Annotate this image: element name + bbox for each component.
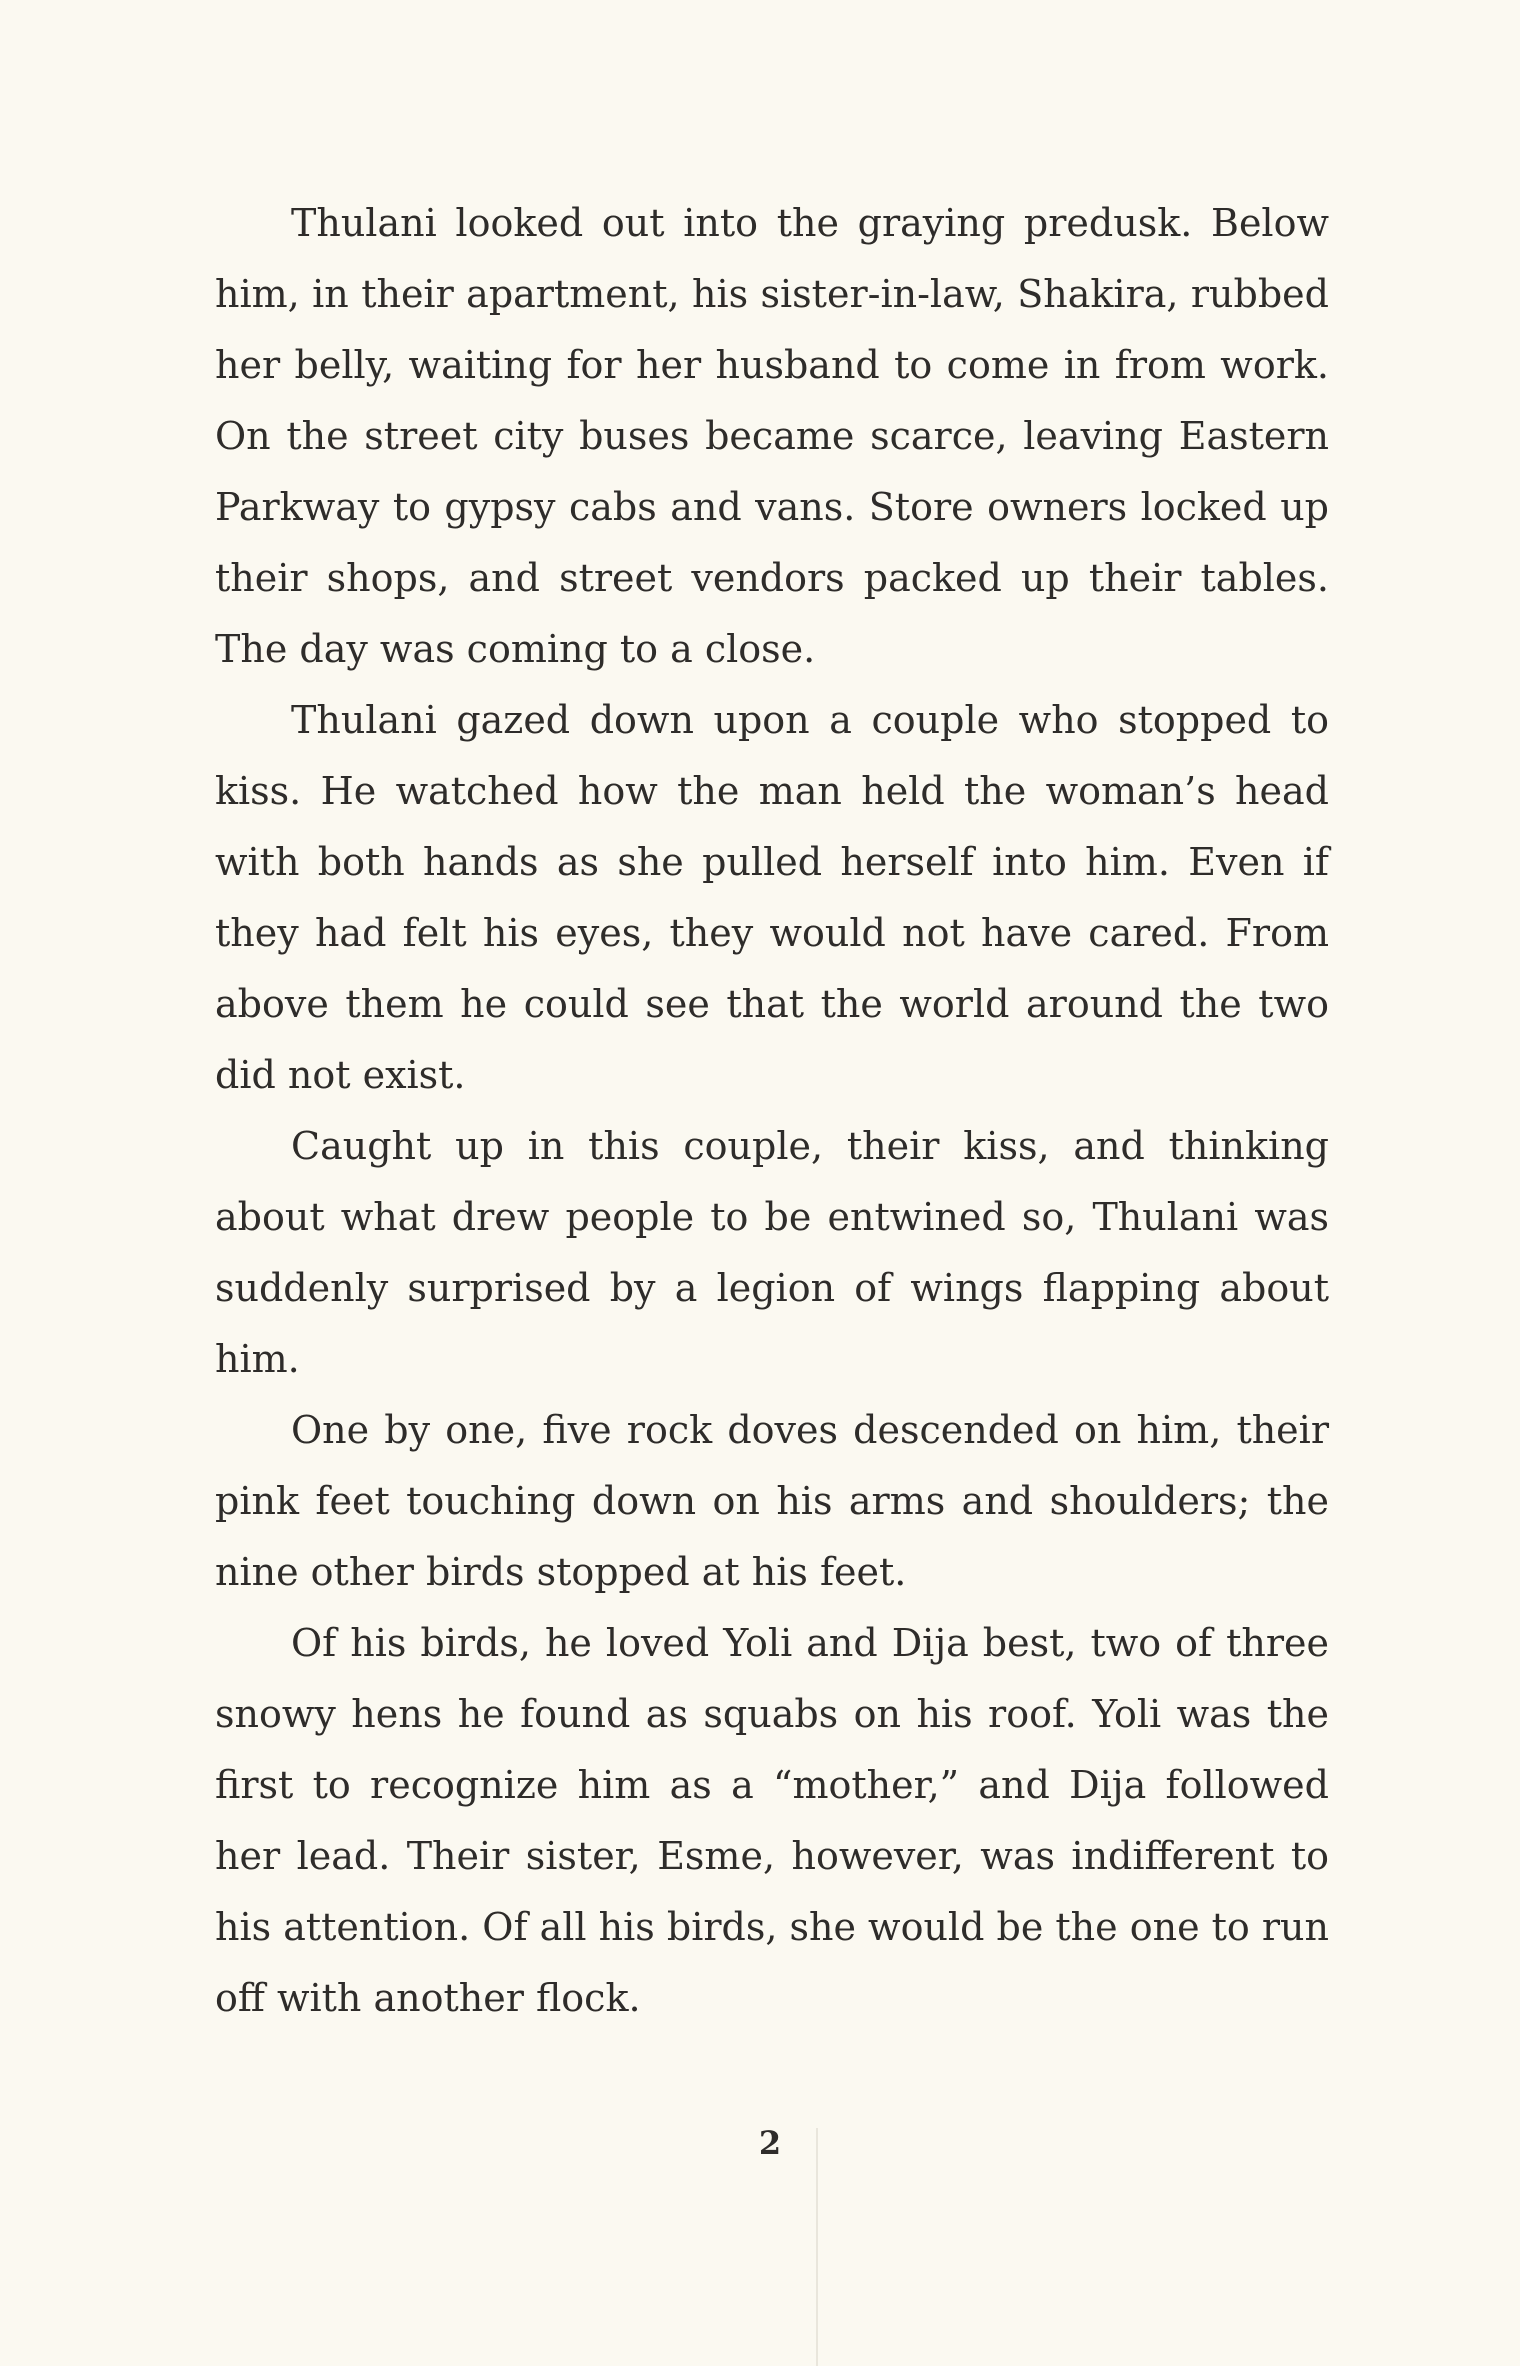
paragraph-2: Thulani gazed down upon a couple who stopped to kiss. He watched how the man held the woman’s head with both hands as she pulled herself into him. Even if they had felt his eyes, they would not have cared. From above them he could see that the world around the two did not exist.: [215, 698, 1329, 1097]
paragraph-5: Of his birds, he loved Yoli and Dija best, two of three snowy hens he found as squabs on his roof. Yoli was the first to recognize him as a “mother,” and Dija followed her lead. Their sister, Esme, however, was indifferent to his attention. Of all his birds, she would be the one to run off with another flock.: [215, 1621, 1329, 2020]
paragraph-1: Thulani looked out into the graying predusk. Below him, in their apartment, his sister-in-law, Shakira, rubbed her belly, waiting for her husband to come in from work. On the street city buses became scarce, leaving Eastern Parkway to gypsy cabs and vans. Store owners locked up their shops, and street vendors packed up their tables. The day was coming to a close.: [215, 201, 1329, 671]
paragraph-3: Caught up in this couple, their kiss, and thinking about what drew people to be entwined so, Thulani was suddenly surprised by a legion of wings flapping about him.: [215, 1124, 1329, 1381]
paragraph-4: One by one, five rock doves descended on him, their pink feet touching down on his arms and shoulders; the nine other birds stopped at his feet.: [215, 1408, 1329, 1594]
body-text: [215, 188, 1329, 2034]
page-number: 2: [758, 2124, 782, 2162]
page-fold-shadow: [816, 2128, 818, 2366]
